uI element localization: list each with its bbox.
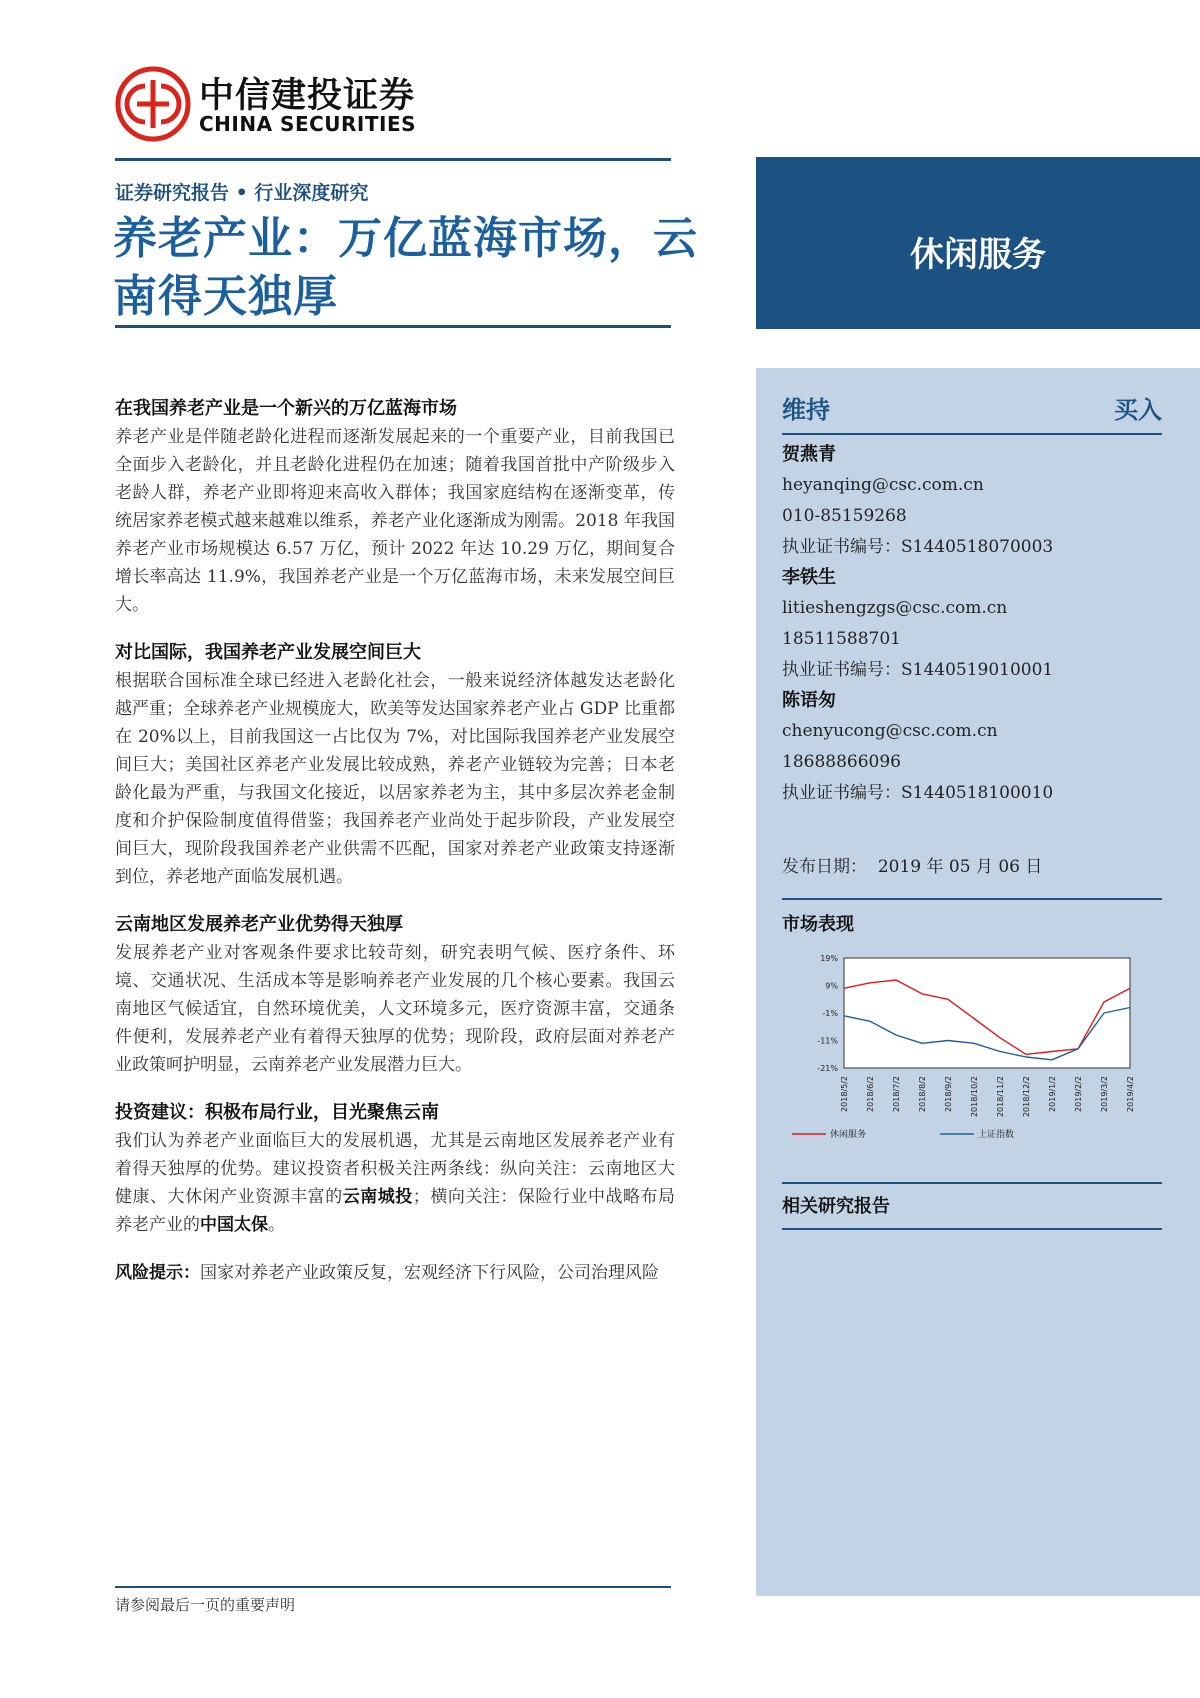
stock-pick-1: 云南城投 bbox=[342, 1187, 413, 1207]
y-tick-label: -21% bbox=[817, 1064, 838, 1073]
company-logo bbox=[115, 66, 435, 142]
analyst-cert: 执业证书编号：S1440519010001 bbox=[782, 660, 1054, 680]
risk-label: 风险提示： bbox=[115, 1263, 200, 1283]
summary-section bbox=[115, 395, 675, 619]
analyst-phone: 010-85159268 bbox=[782, 506, 907, 526]
analyst bbox=[782, 686, 1162, 809]
x-tick-label: 2018/6/2 bbox=[866, 1076, 875, 1112]
analyst-phone: 18511588701 bbox=[782, 629, 901, 649]
analyst bbox=[782, 563, 1162, 686]
sector-banner bbox=[756, 157, 1200, 329]
investment-body bbox=[115, 1127, 675, 1239]
related-reports-title: 相关研究报告 bbox=[782, 1196, 890, 1217]
x-tick-label: 2019/4/2 bbox=[1126, 1076, 1135, 1112]
analyst-name: 贺燕青 bbox=[782, 444, 836, 465]
analyst-email[interactable]: chenyucong@csc.com.cn bbox=[782, 721, 998, 741]
section-heading: 在我国养老产业是一个新兴的万亿蓝海市场 bbox=[115, 398, 457, 419]
header-rule bbox=[115, 158, 671, 161]
logo-english-name: CHINA SECURITIES bbox=[199, 112, 417, 136]
footer-rule bbox=[115, 1586, 671, 1588]
legend-label: 休闲服务 bbox=[830, 1130, 867, 1140]
x-tick-label: 2019/1/2 bbox=[1048, 1076, 1057, 1112]
publish-date: 发布日期： 2019 年 05 月 06 日 bbox=[782, 857, 1043, 877]
market-title: 市场表现 bbox=[782, 914, 854, 935]
rating bbox=[782, 390, 1162, 422]
section-body: 发展养老产业对客观条件要求比较苛刻，研究表明气候、医疗条件、环境、交通状况、生活成本等是影响养老产业发展的几个核心要素。我国云南地区气候适宜，自然环境优美，人文环境多元，医疗资源丰富，交通条件便利，发展养老产业有着得天独厚的优势；现阶段，政府层面对养老产业政策呵护明显，云南养老产业发展潜力巨大。 bbox=[115, 943, 675, 1075]
investment-heading: 投资建议：积极布局行业，目光聚焦云南 bbox=[115, 1102, 439, 1123]
analyst-cert: 执业证书编号：S1440518070003 bbox=[782, 537, 1054, 557]
risk-text: 国家对养老产业政策反复，宏观经济下行风险，公司治理风险 bbox=[200, 1263, 659, 1283]
rating-value: 买入 bbox=[1114, 396, 1162, 424]
investment-section bbox=[115, 1099, 675, 1239]
analyst-cert: 执业证书编号：S1440518100010 bbox=[782, 783, 1054, 803]
rating-action: 维持 bbox=[782, 396, 830, 424]
x-tick-label: 2018/11/2 bbox=[996, 1076, 1005, 1118]
analyst bbox=[782, 440, 1162, 563]
investment-text-1: 我们认为养老产业面临巨大的发展机遇，尤其是云南地区发展养老产业有着得天独厚的优势。建议投资者积极关注两条线：纵向关注：云南地区大健康、大休闲产业资源丰富的 bbox=[115, 1131, 675, 1207]
plot-area bbox=[844, 958, 1130, 1068]
y-tick-label: 19% bbox=[820, 954, 838, 963]
section-heading: 云南地区发展养老产业优势得天独厚 bbox=[115, 914, 403, 935]
analyst-email[interactable]: heyanqing@csc.com.cn bbox=[782, 475, 984, 495]
main-content bbox=[115, 395, 675, 1307]
logo-mark-icon bbox=[115, 66, 191, 142]
logo-chinese-name: 中信建投证券 bbox=[199, 76, 416, 116]
summary-section bbox=[115, 639, 675, 891]
x-tick-label: 2018/10/2 bbox=[970, 1076, 979, 1118]
sector-name: 休闲服务 bbox=[910, 235, 1046, 275]
summary-section bbox=[115, 911, 675, 1079]
market-rule bbox=[782, 898, 1162, 900]
y-tick-label: -11% bbox=[817, 1036, 838, 1046]
analyst-email[interactable]: litieshengzgs@csc.com.cn bbox=[782, 598, 1008, 618]
related-bottom-rule bbox=[782, 1228, 1162, 1230]
investment-text-2: ；横向关注：保险行业中战略布局养老产业的 bbox=[115, 1187, 676, 1235]
x-tick-label: 2018/7/2 bbox=[892, 1076, 901, 1112]
stock-pick-2: 中国太保 bbox=[200, 1215, 268, 1235]
section-body: 根据联合国标准全球已经进入老龄化社会，一般来说经济体越发达老龄化越严重；全球养老产业规模庞大，欧美等发达国家养老产业占 GDP 比重都在 20%以上，目前我国这一占比仅为 7%，对比国际我国养老产业发展空间巨大；美国社区养老产业发展比较成熟，养老产业链较为完善；日本老龄化最为严重，与我国文化接近，以居家养老为主，其中多层次养老金制度和介护保险制度值得借鉴；我国养老产业尚处于起步阶段，产业发展空间巨大，现阶段我国养老产业供需不匹配，国家对养老产业政策支持逐渐到位，养老地产面临发展机遇。 bbox=[115, 671, 675, 887]
x-tick-label: 2018/5/2 bbox=[840, 1076, 849, 1112]
x-tick-label: 2019/3/2 bbox=[1100, 1076, 1109, 1112]
title-rule bbox=[115, 325, 671, 328]
footer-disclaimer: 请参阅最后一页的重要声明 bbox=[115, 1596, 296, 1614]
y-tick-label: -1% bbox=[822, 1009, 838, 1018]
section-heading: 对比国际，我国养老产业发展空间巨大 bbox=[115, 642, 421, 663]
analyst-name: 李铁生 bbox=[782, 567, 836, 588]
x-tick-label: 2019/2/2 bbox=[1074, 1076, 1083, 1112]
x-tick-label: 2018/12/2 bbox=[1022, 1076, 1031, 1118]
related-rule bbox=[782, 1182, 1162, 1184]
x-tick-label: 2018/9/2 bbox=[944, 1076, 953, 1112]
risk-body bbox=[115, 1259, 675, 1287]
market-performance-chart bbox=[782, 950, 1152, 1150]
investment-text-3: 。 bbox=[268, 1215, 285, 1235]
risk-section bbox=[115, 1259, 675, 1287]
section-body: 养老产业是伴随老龄化进程而逐渐发展起来的一个重要产业，目前我国已全面步入老龄化，并且老龄化进程仍在加速；随着我国首批中产阶级步入老龄人群，养老产业即将迎来高收入群体；我国家庭结构在逐渐变革，传统居家养老模式越来越难以维系，养老产业化逐渐成为刚需。2018 年我国养老产业市场规模达 6.57 万亿，预计 2022 年达 10.29 万亿，期间复合增长率高达 11.9%，我国养老产业是一个万亿蓝海市场，未来发展空间巨大。 bbox=[115, 427, 675, 615]
rating-rule bbox=[782, 433, 1162, 435]
report-title: 养老产业：万亿蓝海市场，云南得天独厚 bbox=[113, 213, 698, 322]
legend-label: 上证指数 bbox=[978, 1130, 1015, 1140]
x-tick-label: 2018/8/2 bbox=[918, 1076, 927, 1112]
analyst-list bbox=[782, 440, 1162, 809]
y-tick-label: 9% bbox=[825, 981, 838, 991]
analyst-name: 陈语匆 bbox=[782, 690, 836, 711]
report-category: 证券研究报告 • 行业深度研究 bbox=[115, 182, 369, 204]
analyst-phone: 18688866096 bbox=[782, 752, 901, 772]
